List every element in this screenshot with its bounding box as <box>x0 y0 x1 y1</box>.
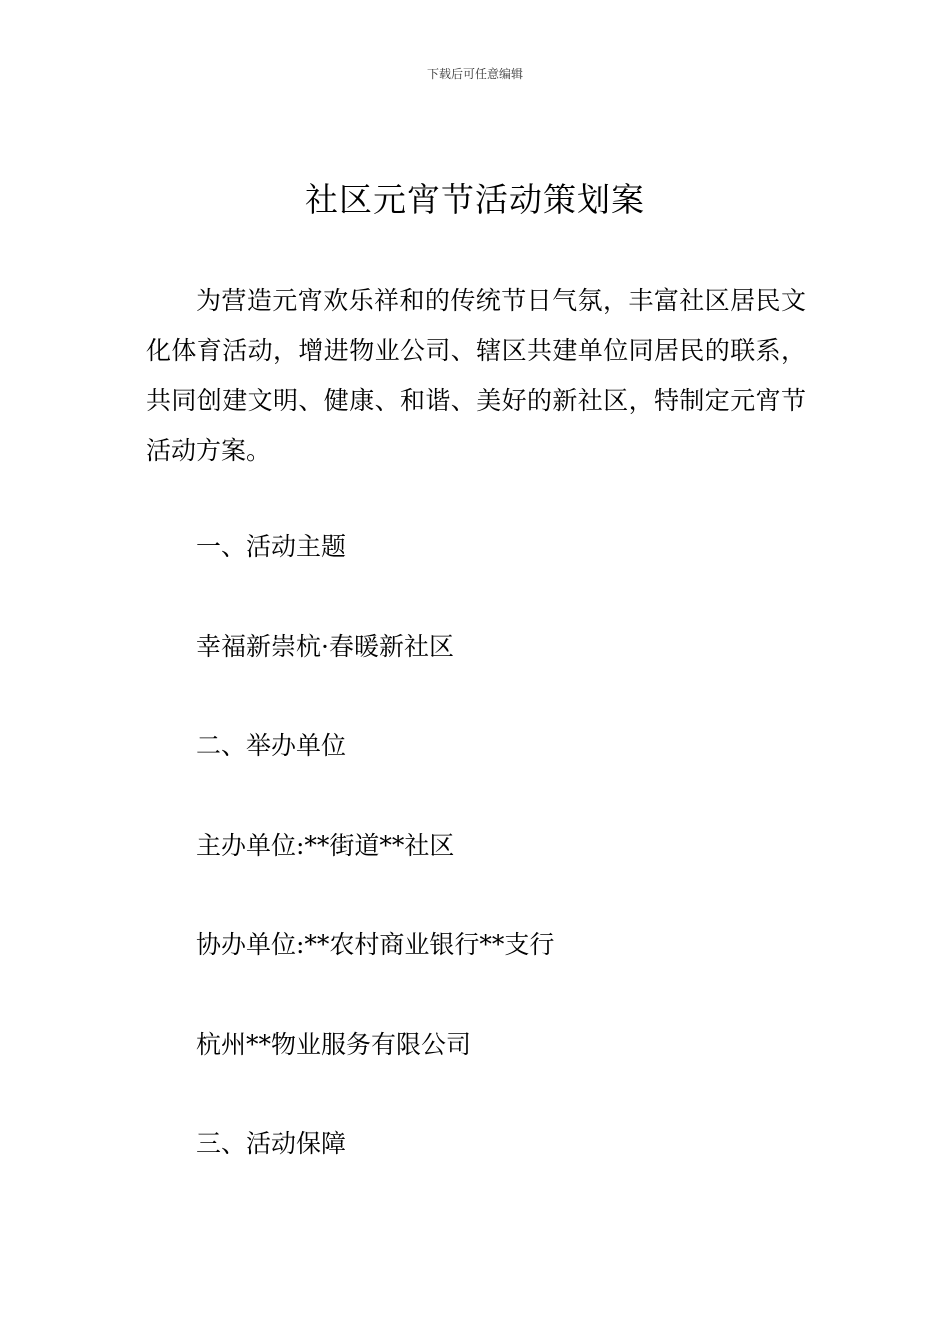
theme-text: 幸福新崇杭·春暖新社区 <box>196 632 454 661</box>
section-heading-organizers: 二、举办单位 <box>196 731 347 760</box>
co-organizer-2: 杭州**物业服务有限公司 <box>196 1030 472 1059</box>
document-title: 社区元宵节活动策划案 <box>305 180 645 219</box>
header-note: 下载后可任意编辑 <box>426 67 523 81</box>
section-heading-theme: 一、活动主题 <box>196 532 347 561</box>
host-organizer: 主办单位:**街道**社区 <box>196 831 455 860</box>
intro-paragraph: 为营造元宵欢乐祥和的传统节日气氛，丰富社区居民文化体育活动，增进物业公司、辖区共建单位同居民的联系，共同创建文明、健康、和谐、美好的新社区，特制定元宵节活动方案。 <box>146 286 806 465</box>
co-organizer: 协办单位:**农村商业银行**支行 <box>196 930 555 959</box>
section-heading-support: 三、活动保障 <box>196 1129 347 1158</box>
